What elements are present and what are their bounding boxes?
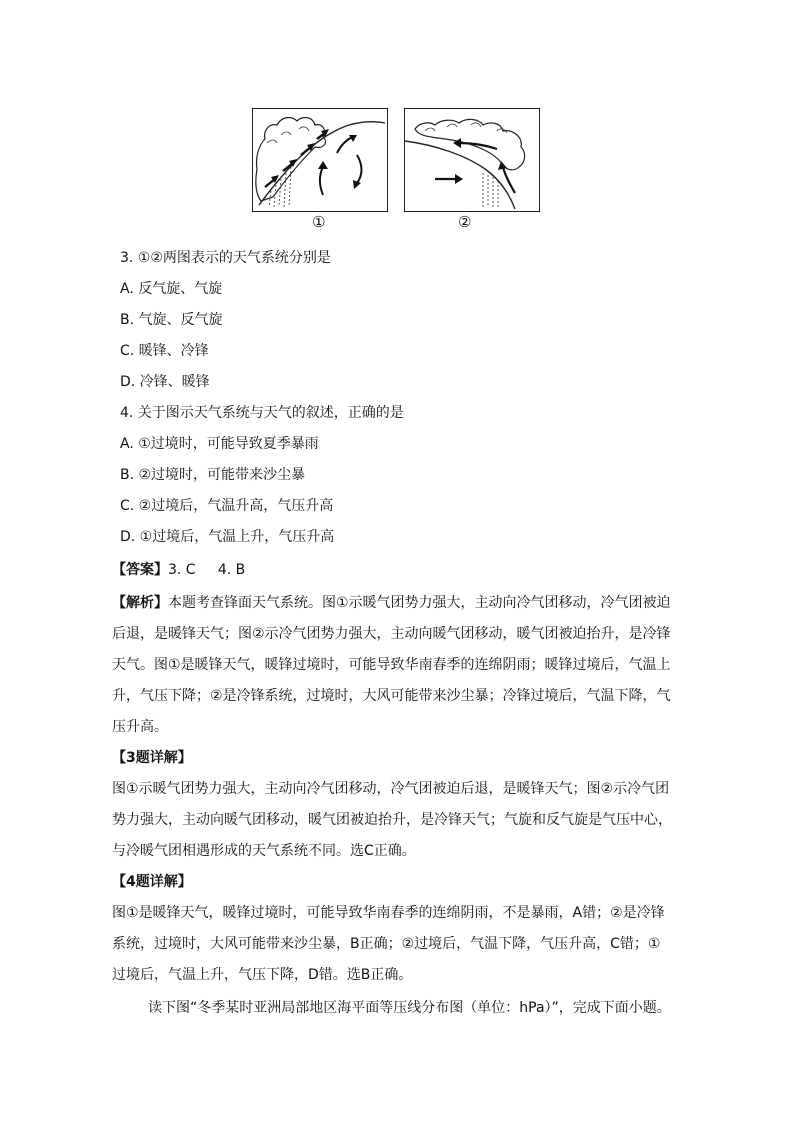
question-4-option-c: C. ②过境后，气温升高，气压升高: [120, 498, 334, 514]
next-section-prompt: 读下图“冬季某时亚洲局部地区海平面等压线分布图（单位：hPa）”，完成下面小题。: [148, 1000, 671, 1016]
analysis-paragraph: [112, 588, 672, 743]
analysis-line-2: 后退，是暖锋天气；图②示冷气团势力强大，主动向暖气团移动，暖气团被迫抬升，是冷锋: [112, 626, 671, 642]
front-diagrams-figure: [252, 108, 544, 234]
answer-label: 【答案】: [112, 562, 168, 578]
analysis-line-5: 压升高。: [112, 719, 168, 735]
detail-4-block: [112, 867, 672, 991]
detail-4-line-3: 过境后，气温上升，气压下降，D错。选B正确。: [112, 967, 413, 983]
analysis-label: 【解析】: [112, 595, 168, 611]
cold-front-diagram: [404, 108, 540, 212]
question-3-option-c: C. 暖锋、冷锋: [120, 343, 209, 359]
detail-4-line-1: 图①是暖锋天气，暖锋过境时，可能导致华南春季的连绵阴雨，不是暴雨，A错；②是冷锋: [112, 905, 665, 921]
detail-4-line-2: 系统，过境时，大风可能带来沙尘暴，B正确；②过境后，气温下降，气压升高，C错；①: [112, 936, 661, 952]
detail-3-line-3: 与冷暖气团相遇形成的天气系统不同。选C正确。: [112, 843, 416, 859]
question-4-stem: 4. 关于图示天气系统与天气的叙述，正确的是: [120, 405, 404, 421]
analysis-line-3: 天气。图①是暖锋天气，暖锋过境时，可能导致华南春季的连绵阴雨；暖锋过境后，气温上: [112, 657, 671, 673]
question-3-option-a: A. 反气旋、气旋: [120, 281, 223, 297]
question-3-option-d: D. 冷锋、暖锋: [120, 374, 210, 390]
question-3-stem: 3. ①②两图表示的天气系统分别是: [120, 250, 331, 266]
warm-front-diagram: [252, 108, 388, 212]
cloud-shape: [256, 118, 326, 201]
analysis-line-4: 升，气压下降；②是冷锋系统，过境时，大风可能带来沙尘暴；冷锋过境后，气温下降，气: [112, 688, 671, 704]
cloud-shape-2: [415, 119, 525, 169]
detail-3-block: [112, 743, 672, 867]
detail-3-heading: 【3题详解】: [112, 750, 192, 766]
warm-front-svg: [253, 109, 387, 211]
detail-4-heading: 【4题详解】: [112, 874, 192, 890]
question-4-option-d: D. ①过境后，气温上升，气压升高: [120, 529, 335, 545]
question-4-option-a: A. ①过境时，可能导致夏季暴雨: [120, 436, 319, 452]
detail-3-line-2: 势力强大，主动向暖气团移动，暖气团被迫抬升，是冷锋天气；气旋和反气旋是气压中心，: [112, 812, 672, 828]
answer-text: 3. C 4. B: [168, 562, 246, 578]
figure-label-1: ①: [312, 213, 326, 231]
answer-line: [112, 560, 245, 580]
question-3-option-b: B. 气旋、反气旋: [120, 312, 223, 328]
figure-label-2: ②: [458, 213, 472, 231]
analysis-line-1: 本题考查锋面天气系统。图①示暖气团势力强大，主动向冷气团移动，冷气团被迫: [168, 595, 671, 611]
detail-3-line-1: 图①示暖气团势力强大，主动向冷气团移动，冷气团被迫后退，是暖锋天气；图②示冷气团: [112, 781, 670, 797]
question-4-option-b: B. ②过境时，可能带来沙尘暴: [120, 467, 306, 483]
cold-front-svg: [405, 109, 539, 211]
